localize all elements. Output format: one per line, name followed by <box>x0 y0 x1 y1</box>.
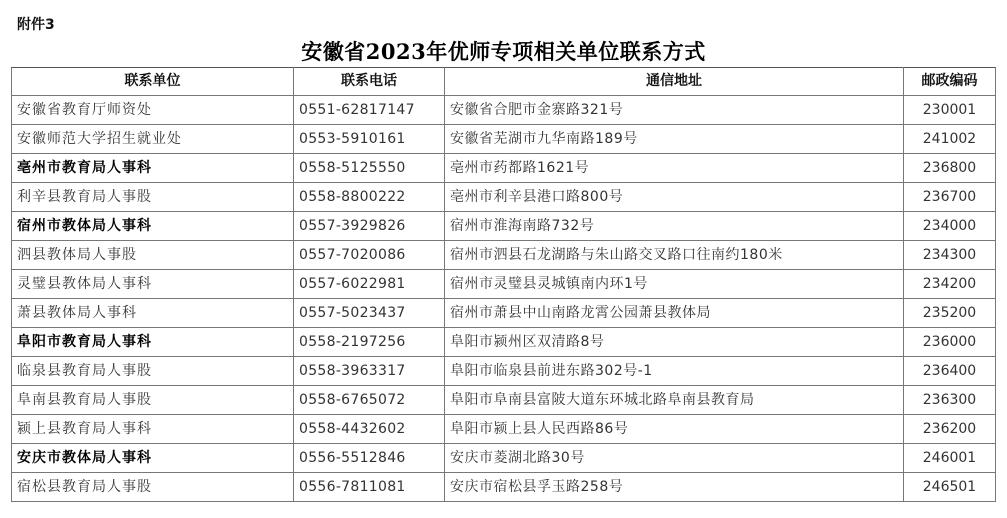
zip-cell: 246001 <box>904 444 996 473</box>
phone-cell: 0551-62817147 <box>294 96 445 125</box>
unit-cell: 灵璧县教体局人事科 <box>12 270 294 299</box>
phone-cell: 0557-5023437 <box>294 299 445 328</box>
zip-cell: 241002 <box>904 125 996 154</box>
unit-cell: 宿松县教育局人事股 <box>12 473 294 502</box>
unit-cell: 安庆市教体局人事科 <box>12 444 294 473</box>
address-cell: 阜阳市颍上县人民西路86号 <box>445 415 904 444</box>
table-row <box>12 386 996 415</box>
table-row <box>12 96 996 125</box>
zip-cell: 236700 <box>904 183 996 212</box>
zip-cell: 236400 <box>904 357 996 386</box>
phone-cell: 0558-5125550 <box>294 154 445 183</box>
header-row <box>12 68 996 96</box>
address-cell: 安庆市菱湖北路30号 <box>445 444 904 473</box>
zip-cell: 246501 <box>904 473 996 502</box>
address-cell: 亳州市药都路1621号 <box>445 154 904 183</box>
unit-cell: 亳州市教育局人事科 <box>12 154 294 183</box>
phone-cell: 0558-8800222 <box>294 183 445 212</box>
address-cell: 阜阳市阜南县富陂大道东环城北路阜南县教育局 <box>445 386 904 415</box>
unit-cell: 阜南县教育局人事股 <box>12 386 294 415</box>
table-row <box>12 328 996 357</box>
address-cell: 宿州市灵璧县灵城镇南内环1号 <box>445 270 904 299</box>
zip-cell: 236000 <box>904 328 996 357</box>
attachment-label: 附件3 <box>17 17 55 33</box>
header-unit: 联系单位 <box>12 68 294 96</box>
unit-cell: 利辛县教育局人事股 <box>12 183 294 212</box>
table-row <box>12 241 996 270</box>
table-row <box>12 473 996 502</box>
address-cell: 亳州市利辛县港口路800号 <box>445 183 904 212</box>
phone-cell: 0558-4432602 <box>294 415 445 444</box>
table-row <box>12 299 996 328</box>
unit-cell: 临泉县教育局人事股 <box>12 357 294 386</box>
table-row <box>12 357 996 386</box>
table-row <box>12 125 996 154</box>
phone-cell: 0553-5910161 <box>294 125 445 154</box>
zip-cell: 236200 <box>904 415 996 444</box>
table-row <box>12 212 996 241</box>
unit-cell: 宿州市教体局人事科 <box>12 212 294 241</box>
phone-cell: 0556-5512846 <box>294 444 445 473</box>
address-cell: 宿州市泗县石龙湖路与朱山路交叉路口往南约180米 <box>445 241 904 270</box>
header-zip: 邮政编码 <box>904 68 996 96</box>
zip-cell: 236300 <box>904 386 996 415</box>
zip-cell: 234300 <box>904 241 996 270</box>
address-cell: 宿州市淮海南路732号 <box>445 212 904 241</box>
address-cell: 宿州市萧县中山南路龙霄公园萧县教体局 <box>445 299 904 328</box>
table-row <box>12 415 996 444</box>
phone-cell: 0557-3929826 <box>294 212 445 241</box>
zip-cell: 236800 <box>904 154 996 183</box>
phone-cell: 0558-3963317 <box>294 357 445 386</box>
zip-cell: 230001 <box>904 96 996 125</box>
zip-cell: 234000 <box>904 212 996 241</box>
table-row <box>12 270 996 299</box>
phone-cell: 0558-2197256 <box>294 328 445 357</box>
table-row <box>12 444 996 473</box>
address-cell: 阜阳市临泉县前进东路302号-1 <box>445 357 904 386</box>
phone-cell: 0558-6765072 <box>294 386 445 415</box>
table-body <box>12 96 996 502</box>
address-cell: 安庆市宿松县孚玉路258号 <box>445 473 904 502</box>
table-row <box>12 183 996 212</box>
unit-cell: 安徽省教育厅师资处 <box>12 96 294 125</box>
zip-cell: 234200 <box>904 270 996 299</box>
unit-cell: 颍上县教育局人事科 <box>12 415 294 444</box>
table-header <box>12 68 996 96</box>
phone-cell: 0557-6022981 <box>294 270 445 299</box>
unit-cell: 阜阳市教育局人事科 <box>12 328 294 357</box>
unit-cell: 安徽师范大学招生就业处 <box>12 125 294 154</box>
table-row <box>12 154 996 183</box>
contacts-table <box>11 67 996 502</box>
header-phone: 联系电话 <box>294 68 445 96</box>
zip-cell: 235200 <box>904 299 996 328</box>
header-address: 通信地址 <box>445 68 904 96</box>
phone-cell: 0556-7811081 <box>294 473 445 502</box>
unit-cell: 萧县教体局人事科 <box>12 299 294 328</box>
address-cell: 安徽省合肥市金寨路321号 <box>445 96 904 125</box>
address-cell: 阜阳市颍州区双清路8号 <box>445 328 904 357</box>
address-cell: 安徽省芜湖市九华南路189号 <box>445 125 904 154</box>
document-title: 安徽省2023年优师专项相关单位联系方式 <box>301 39 706 64</box>
phone-cell: 0557-7020086 <box>294 241 445 270</box>
unit-cell: 泗县教体局人事股 <box>12 241 294 270</box>
